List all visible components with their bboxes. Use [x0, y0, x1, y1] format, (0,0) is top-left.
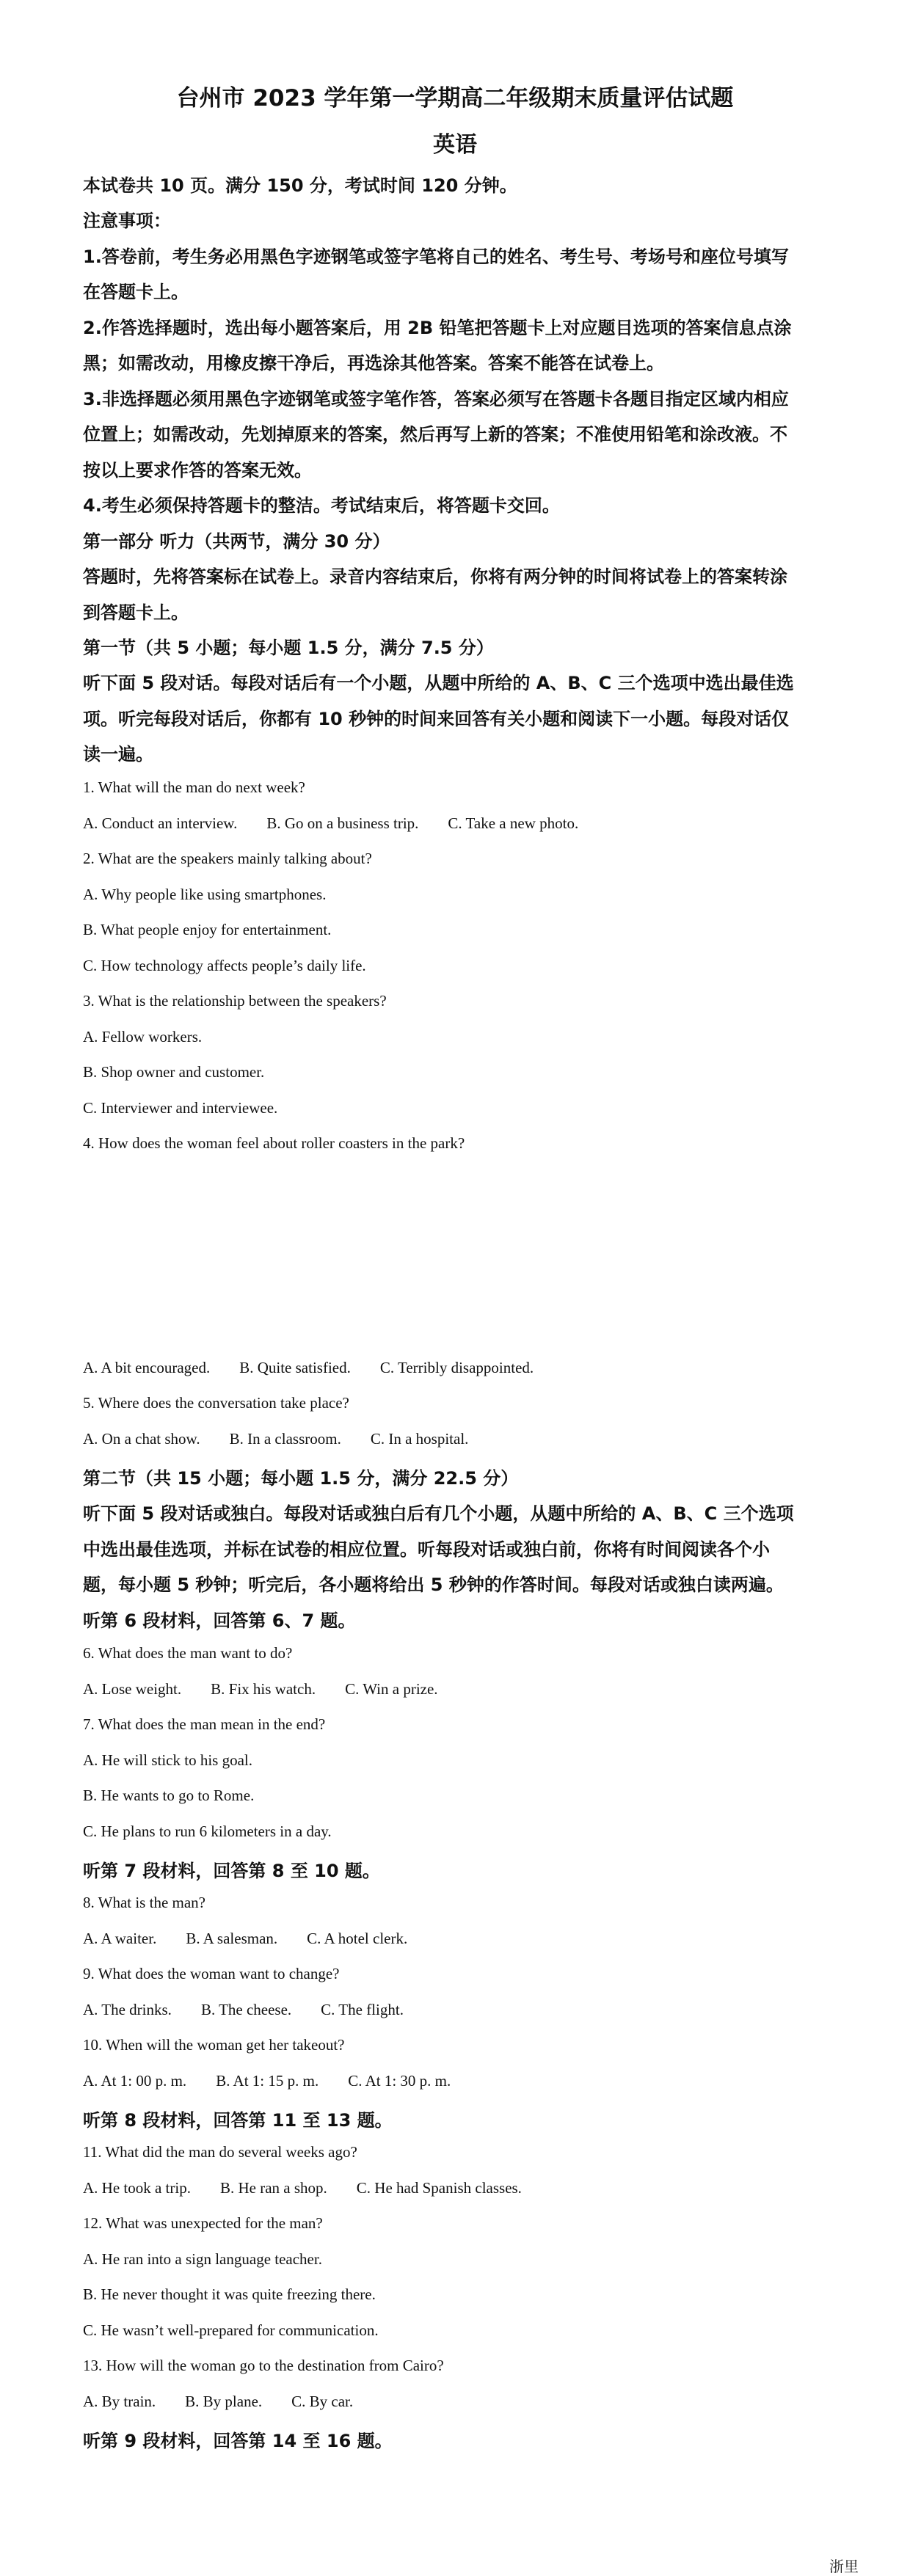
q6-stem: 6. What does the man want to do?	[83, 1644, 293, 1662]
q11-options	[83, 2179, 522, 2197]
q3-option-c: C. Interviewer and interviewee.	[83, 1099, 278, 1117]
q7-option-a: A. He will stick to his goal.	[83, 1751, 252, 1769]
q3-option-b: B. Shop owner and customer.	[83, 1063, 265, 1081]
q9-stem: 9. What does the woman want to change?	[83, 1965, 340, 1982]
q11-stem: 11. What did the man do several weeks ago?	[83, 2143, 357, 2161]
notice-3-line2: 位置上；如需改动，先划掉原来的答案，然后再写上新的答案；不准使用铅笔和涂改液。不	[83, 424, 787, 445]
q10-option-a: A. At 1: 00 p. m.	[83, 2072, 187, 2090]
q1-option-c: C. Take a new photo.	[448, 814, 579, 832]
q13-option-b: B. By plane.	[185, 2393, 263, 2410]
q11-option-b: B. He ran a shop.	[219, 2179, 327, 2197]
q8-option-a: A. A waiter.	[83, 1930, 157, 1947]
section1-desc-line1: 听下面 5 段对话。每段对话后有一个小题，从题中所给的 A、B、C 三个选项中选出最佳选	[83, 673, 794, 693]
notice-3-line1: 3.非选择题必须用黑色字迹钢笔或签字笔作答，答案必须写在答题卡各题目指定区域内相应	[83, 389, 789, 409]
q10-options	[83, 2072, 451, 2090]
q1-stem: 1. What will the man do next week?	[83, 778, 305, 796]
material-8-heading: 听第 8 段材料，回答第 11 至 13 题。	[83, 2110, 393, 2131]
section1-desc-line2: 项。听完每段对话后，你都有 10 秒钟的时间来回答有关小题和阅读下一小题。每段对话仅	[83, 709, 790, 729]
q13-options	[83, 2393, 353, 2411]
q7-option-b: B. He wants to go to Rome.	[83, 1787, 255, 1804]
q13-option-a: A. By train.	[83, 2393, 156, 2410]
q2-option-b: B. What people enjoy for entertainment.	[83, 921, 332, 938]
q4-option-c: C. Terribly disappointed.	[379, 1359, 534, 1376]
notice-1-line1: 1.答卷前，考生务必用黑色字迹钢笔或签字笔将自己的姓名、考生号、考场号和座位号填写	[83, 247, 789, 267]
q5-stem: 5. Where does the conversation take place?	[83, 1394, 349, 1412]
subject-title: 英语	[433, 132, 477, 158]
section1-title: 第一节（共 5 小题；每小题 1.5 分，满分 7.5 分）	[83, 638, 494, 658]
part1-desc-line1: 答题时，先将答案标在试卷上。录音内容结束后，你将有两分钟的时间将试卷上的答案转涂	[83, 566, 787, 587]
exam-title: 台州市 2023 学年第一学期高二年级期末质量评估试题	[176, 85, 734, 112]
q3-option-a: A. Fellow workers.	[83, 1028, 203, 1046]
q1-option-a: A. Conduct an interview.	[83, 814, 238, 832]
section2-title: 第二节（共 15 小题；每小题 1.5 分，满分 22.5 分）	[83, 1468, 519, 1489]
section2-desc-line3: 题，每小题 5 秒钟；听完后，各小题将给出 5 秒钟的作答时间。每段对话或独白读两遍。	[83, 1575, 784, 1595]
q13-option-c: C. By car.	[291, 2393, 354, 2410]
notice-4: 4.考生必须保持答题卡的整洁。考试结束后，将答题卡交回。	[83, 495, 560, 516]
q5-option-b: B. In a classroom.	[229, 1430, 341, 1448]
q5-option-a: A. On a chat show.	[83, 1430, 200, 1448]
material-6-heading: 听第 6 段材料，回答第 6、7 题。	[83, 1610, 356, 1631]
q9-option-b: B. The cheese.	[200, 2001, 292, 2018]
q4-stem: 4. How does the woman feel about roller coasters in the park?	[83, 1134, 465, 1152]
part1-desc-line2: 到答题卡上。	[83, 602, 189, 623]
notice-2-line1: 2.作答选择题时，选出每小题答案后，用 2B 铅笔把答题卡上对应题目选项的答案信息点涂	[83, 318, 792, 338]
q6-option-b: B. Fix his watch.	[211, 1680, 316, 1698]
q8-stem: 8. What is the man?	[83, 1894, 205, 1911]
q12-stem: 12. What was unexpected for the man?	[83, 2214, 323, 2232]
q13-stem: 13. How will the woman go to the destination from Cairo?	[83, 2357, 444, 2374]
q8-options	[83, 1930, 407, 1948]
q9-option-a: A. The drinks.	[83, 2001, 172, 2018]
section1-desc-line3: 读一遍。	[83, 744, 153, 765]
q11-option-c: C. He had Spanish classes.	[356, 2179, 522, 2197]
q10-option-b: B. At 1: 15 p. m.	[216, 2072, 319, 2090]
q5-options	[83, 1430, 468, 1448]
material-9-heading: 听第 9 段材料，回答第 14 至 16 题。	[83, 2431, 393, 2451]
notice-3-line3: 按以上要求作答的答案无效。	[83, 460, 312, 481]
notice-title: 注意事项：	[83, 211, 171, 231]
q10-option-c: C. At 1: 30 p. m.	[348, 2072, 451, 2090]
q7-option-c: C. He plans to run 6 kilometers in a day.	[83, 1822, 332, 1840]
q2-stem: 2. What are the speakers mainly talking about?	[83, 850, 372, 867]
q3-stem: 3. What is the relationship between the speakers?	[83, 992, 387, 1010]
section2-desc-line2: 中选出最佳选项，并标在试卷的相应位置。听每段对话或独白前，你将有时间阅读各个小	[83, 1539, 770, 1560]
q10-stem: 10. When will the woman get her takeout?	[83, 2036, 345, 2054]
q6-options	[83, 1680, 438, 1699]
notice-2-line2: 黑；如需改动，用橡皮擦干净后，再选涂其他答案。答案不能答在试卷上。	[83, 353, 664, 373]
q4-option-b: B. Quite satisfied.	[239, 1359, 351, 1376]
q11-option-a: A. He took a trip.	[83, 2179, 191, 2197]
q12-option-a: A. He ran into a sign language teacher.	[83, 2250, 322, 2268]
q4-options	[83, 1359, 534, 1377]
footer-watermark: 浙里	[829, 2558, 859, 2575]
q1-options	[83, 814, 578, 833]
q9-option-c: C. The flight.	[321, 2001, 404, 2018]
q12-option-c: C. He wasn’t well-prepared for communication.	[83, 2321, 379, 2339]
q1-option-b: B. Go on a business trip.	[266, 814, 419, 832]
q12-option-b: B. He never thought it was quite freezing there.	[83, 2285, 376, 2303]
q8-option-c: C. A hotel clerk.	[307, 1930, 408, 1947]
q5-option-c: C. In a hospital.	[370, 1430, 469, 1448]
q4-option-a: A. A bit encouraged.	[83, 1359, 211, 1376]
material-7-heading: 听第 7 段材料，回答第 8 至 10 题。	[83, 1861, 380, 1881]
q6-option-c: C. Win a prize.	[345, 1680, 438, 1698]
exam-intro: 本试卷共 10 页。满分 150 分，考试时间 120 分钟。	[83, 175, 517, 196]
q6-option-a: A. Lose weight.	[83, 1680, 182, 1698]
q8-option-b: B. A salesman.	[186, 1930, 278, 1947]
q2-option-c: C. How technology affects people’s daily life.	[83, 957, 366, 974]
notice-1-line2: 在答题卡上。	[83, 282, 189, 302]
q2-option-a: A. Why people like using smartphones.	[83, 886, 327, 903]
section2-desc-line1: 听下面 5 段对话或独白。每段对话或独白后有几个小题，从题中所给的 A、B、C 三个选项	[83, 1503, 794, 1524]
part1-title: 第一部分 听力（共两节，满分 30 分）	[83, 531, 390, 552]
q9-options	[83, 2001, 404, 2019]
q7-stem: 7. What does the man mean in the end?	[83, 1715, 326, 1733]
